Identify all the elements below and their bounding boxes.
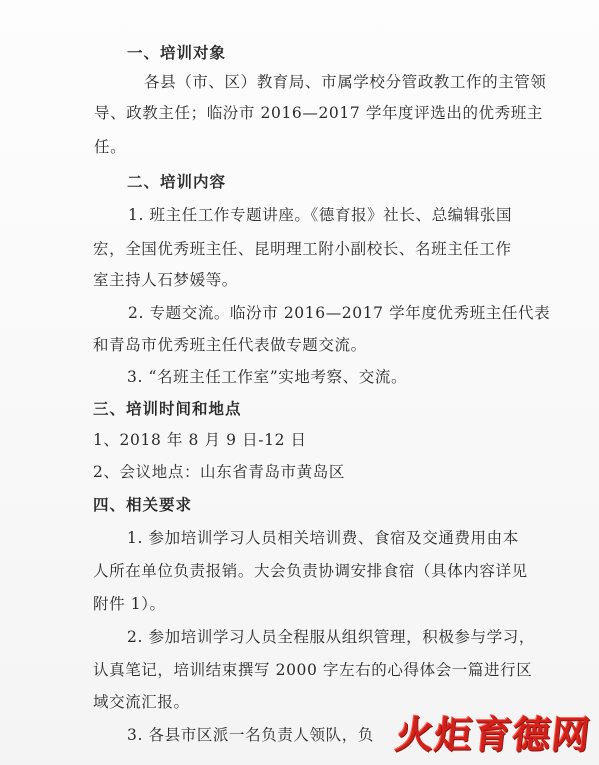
text-line: 和青岛市优秀班主任代表做专题交流。 [93,336,367,354]
heading-training-content: 二、培训内容 [127,172,227,191]
text-line: 3. “名班主任工作室”实地考察、交流。 [127,368,408,386]
text-line: 2. 参加培训学习人员全程服从组织管理，积极参与学习， [127,628,535,646]
text-line: 2. 专题交流。临汾市 2016—2017 学年度优秀班主任代表 [128,304,551,322]
heading-training-target: 一、培训对象 [127,43,227,62]
text-line-date: 1、2018 年 8 月 9 日-12 日 [93,431,307,449]
site-watermark-logo: 火炬育德网 [393,713,593,757]
text-line: 1. 参加培训学习人员相关培训费、食宿及交通费用由本 [127,529,519,547]
text-line-venue: 2、会议地点：山东省青岛市黄岛区 [93,463,345,481]
text-line: 室主持人石梦媛等。 [93,271,238,289]
text-line: 宏，全国优秀班主任、昆明理工附小副校长、名班主任工作 [93,240,512,258]
text-line: 导、政教主任；临汾市 2016—2017 学年度评选出的优秀班主 [94,104,543,122]
text-line: 认真笔记，培训结束撰写 2000 字左右的心得体会一篇进行区 [93,661,533,679]
text-line: 3. 各县市区派一名负责人领队，负 [127,726,374,744]
text-line: 任。 [94,138,127,156]
text-line: 人所在单位负责报销。大会负责协调安排食宿（具体内容详见 [93,562,528,580]
text-line: 附件 1）。 [93,595,166,613]
text-line: 各县（市、区）教育局、市属学校分管政教工作的主管领 [144,73,547,91]
text-line: 1. 班主任工作专题讲座。《德育报》社长、总编辑张国 [128,206,513,224]
text-line: 域交流汇报。 [93,693,190,711]
heading-time-location: 三、培训时间和地点 [93,399,242,418]
heading-requirements: 四、相关要求 [93,495,193,514]
